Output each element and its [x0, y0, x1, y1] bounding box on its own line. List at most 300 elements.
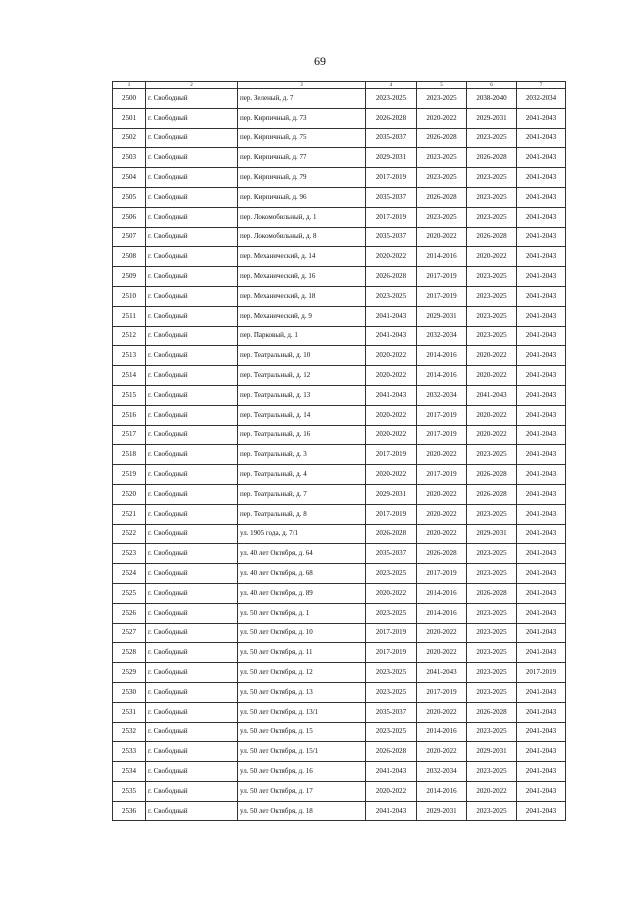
period-cell: 2041-2043 [517, 742, 566, 762]
address-cell: пер. Кирпичный, д. 75 [238, 128, 366, 148]
row-number-cell: 2530 [113, 682, 146, 702]
period-cell: 2026-2028 [417, 187, 467, 207]
address-cell: ул. 1905 года, д. 7/1 [238, 524, 366, 544]
table-row [113, 801, 566, 821]
period-cell: 2014-2016 [417, 247, 467, 267]
column-number: 5 [417, 82, 467, 89]
row-number-cell: 2503 [113, 148, 146, 168]
period-cell: 2017-2019 [417, 405, 467, 425]
period-cell: 2032-2034 [417, 326, 467, 346]
period-cell: 2041-2043 [467, 385, 517, 405]
address-cell: пер. Зеленый, д. 7 [238, 89, 366, 109]
city-cell: г. Свободный [146, 702, 238, 722]
period-cell: 2029-2031 [467, 524, 517, 544]
table-row [113, 702, 566, 722]
repair-schedule-table [112, 81, 566, 821]
period-cell: 2023-2025 [467, 267, 517, 287]
period-cell: 2041-2043 [417, 663, 467, 683]
address-cell: ул. 50 лет Октября, д. 15 [238, 722, 366, 742]
period-cell: 2017-2019 [417, 425, 467, 445]
period-cell: 2041-2043 [517, 465, 566, 485]
row-number-cell: 2532 [113, 722, 146, 742]
period-cell: 2041-2043 [517, 108, 566, 128]
table-row [113, 722, 566, 742]
period-cell: 2020-2022 [467, 405, 517, 425]
period-cell: 2041-2043 [366, 762, 417, 782]
address-cell: ул. 50 лет Октября, д. 18 [238, 801, 366, 821]
period-cell: 2041-2043 [517, 544, 566, 564]
period-cell: 2041-2043 [366, 385, 417, 405]
period-cell: 2017-2019 [366, 623, 417, 643]
column-number: 7 [517, 82, 566, 89]
city-cell: г. Свободный [146, 168, 238, 188]
address-cell: пер. Кирпичный, д. 77 [238, 148, 366, 168]
city-cell: г. Свободный [146, 187, 238, 207]
period-cell: 2023-2025 [467, 623, 517, 643]
city-cell: г. Свободный [146, 267, 238, 287]
column-number: 2 [146, 82, 238, 89]
period-cell: 2041-2043 [517, 762, 566, 782]
table-row [113, 108, 566, 128]
period-cell: 2023-2025 [467, 564, 517, 584]
period-cell: 2017-2019 [366, 207, 417, 227]
period-cell: 2035-2037 [366, 187, 417, 207]
period-cell: 2032-2034 [417, 762, 467, 782]
period-cell: 2029-2031 [366, 484, 417, 504]
city-cell: г. Свободный [146, 465, 238, 485]
period-cell: 2017-2019 [417, 564, 467, 584]
address-cell: пер. Театральный, д. 12 [238, 366, 366, 386]
table-row [113, 89, 566, 109]
period-cell: 2041-2043 [366, 801, 417, 821]
city-cell: г. Свободный [146, 722, 238, 742]
period-cell: 2023-2025 [467, 326, 517, 346]
period-cell: 2026-2028 [467, 583, 517, 603]
address-cell: пер. Механический, д. 16 [238, 267, 366, 287]
address-cell: пер. Кирпичный, д. 73 [238, 108, 366, 128]
period-cell: 2041-2043 [517, 187, 566, 207]
period-cell: 2026-2028 [467, 465, 517, 485]
period-cell: 2023-2025 [467, 504, 517, 524]
row-number-cell: 2508 [113, 247, 146, 267]
city-cell: г. Свободный [146, 801, 238, 821]
address-cell: пер. Театральный, д. 7 [238, 484, 366, 504]
address-cell: ул. 50 лет Октября, д. 10 [238, 623, 366, 643]
period-cell: 2017-2019 [366, 168, 417, 188]
city-cell: г. Свободный [146, 385, 238, 405]
city-cell: г. Свободный [146, 405, 238, 425]
address-cell: ул. 40 лет Октября, д. 89 [238, 583, 366, 603]
period-cell: 2023-2025 [467, 207, 517, 227]
period-cell: 2023-2025 [467, 445, 517, 465]
column-number: 4 [366, 82, 417, 89]
period-cell: 2020-2022 [467, 781, 517, 801]
row-number-cell: 2529 [113, 663, 146, 683]
table-row [113, 148, 566, 168]
row-number-cell: 2533 [113, 742, 146, 762]
city-cell: г. Свободный [146, 762, 238, 782]
table-row [113, 445, 566, 465]
period-cell: 2014-2016 [417, 583, 467, 603]
period-cell: 2029-2031 [417, 801, 467, 821]
address-cell: пер. Театральный, д. 10 [238, 346, 366, 366]
period-cell: 2041-2043 [517, 504, 566, 524]
city-cell: г. Свободный [146, 583, 238, 603]
period-cell: 2026-2028 [467, 148, 517, 168]
row-number-cell: 2511 [113, 306, 146, 326]
period-cell: 2023-2025 [467, 722, 517, 742]
table-row [113, 405, 566, 425]
period-cell: 2041-2043 [517, 168, 566, 188]
period-cell: 2023-2025 [467, 603, 517, 623]
period-cell: 2023-2025 [417, 168, 467, 188]
period-cell: 2035-2037 [366, 128, 417, 148]
period-cell: 2020-2022 [467, 346, 517, 366]
period-cell: 2026-2028 [467, 484, 517, 504]
address-cell: ул. 50 лет Октября, д. 15/1 [238, 742, 366, 762]
period-cell: 2026-2028 [417, 128, 467, 148]
period-cell: 2041-2043 [517, 405, 566, 425]
period-cell: 2020-2022 [366, 405, 417, 425]
period-cell: 2020-2022 [366, 346, 417, 366]
period-cell: 2023-2025 [366, 564, 417, 584]
row-number-cell: 2528 [113, 643, 146, 663]
period-cell: 2041-2043 [517, 148, 566, 168]
city-cell: г. Свободный [146, 603, 238, 623]
address-cell: пер. Театральный, д. 3 [238, 445, 366, 465]
period-cell: 2041-2043 [517, 286, 566, 306]
address-cell: пер. Театральный, д. 13 [238, 385, 366, 405]
period-cell: 2020-2022 [366, 366, 417, 386]
row-number-cell: 2504 [113, 168, 146, 188]
period-cell: 2017-2019 [417, 682, 467, 702]
period-cell: 2017-2019 [366, 445, 417, 465]
table-row [113, 366, 566, 386]
row-number-cell: 2519 [113, 465, 146, 485]
period-cell: 2020-2022 [417, 643, 467, 663]
table-row [113, 207, 566, 227]
address-cell: пер. Кирпичный, д. 79 [238, 168, 366, 188]
period-cell: 2017-2019 [417, 465, 467, 485]
period-cell: 2020-2022 [417, 742, 467, 762]
period-cell: 2041-2043 [517, 247, 566, 267]
city-cell: г. Свободный [146, 524, 238, 544]
period-cell: 2023-2025 [417, 89, 467, 109]
table-row [113, 564, 566, 584]
period-cell: 2035-2037 [366, 544, 417, 564]
city-cell: г. Свободный [146, 564, 238, 584]
period-cell: 2041-2043 [517, 207, 566, 227]
row-number-cell: 2527 [113, 623, 146, 643]
period-cell: 2041-2043 [517, 306, 566, 326]
row-number-cell: 2522 [113, 524, 146, 544]
period-cell: 2023-2025 [467, 762, 517, 782]
period-cell: 2041-2043 [517, 267, 566, 287]
address-cell: ул. 50 лет Октября, д. 13/1 [238, 702, 366, 722]
row-number-cell: 2515 [113, 385, 146, 405]
period-cell: 2029-2031 [417, 306, 467, 326]
period-cell: 2017-2019 [366, 643, 417, 663]
address-cell: пер. Механический, д. 18 [238, 286, 366, 306]
period-cell: 2026-2028 [366, 524, 417, 544]
address-cell: ул. 40 лет Октября, д. 64 [238, 544, 366, 564]
period-cell: 2041-2043 [517, 643, 566, 663]
period-cell: 2041-2043 [517, 524, 566, 544]
table-row [113, 682, 566, 702]
period-cell: 2041-2043 [517, 227, 566, 247]
row-number-cell: 2505 [113, 187, 146, 207]
row-number-cell: 2513 [113, 346, 146, 366]
period-cell: 2023-2025 [366, 663, 417, 683]
period-cell: 2026-2028 [467, 702, 517, 722]
city-cell: г. Свободный [146, 484, 238, 504]
table-row [113, 168, 566, 188]
row-number-cell: 2509 [113, 267, 146, 287]
row-number-cell: 2502 [113, 128, 146, 148]
table-row [113, 663, 566, 683]
period-cell: 2020-2022 [366, 425, 417, 445]
period-cell: 2020-2022 [417, 108, 467, 128]
city-cell: г. Свободный [146, 306, 238, 326]
period-cell: 2041-2043 [517, 682, 566, 702]
period-cell: 2014-2016 [417, 603, 467, 623]
city-cell: г. Свободный [146, 663, 238, 683]
address-cell: пер. Локомобильный, д. 1 [238, 207, 366, 227]
period-cell: 2041-2043 [517, 722, 566, 742]
period-cell: 2023-2025 [417, 207, 467, 227]
period-cell: 2041-2043 [517, 781, 566, 801]
period-cell: 2029-2031 [467, 742, 517, 762]
table-row [113, 326, 566, 346]
period-cell: 2026-2028 [366, 742, 417, 762]
period-cell: 2014-2016 [417, 781, 467, 801]
row-number-cell: 2506 [113, 207, 146, 227]
period-cell: 2023-2025 [366, 682, 417, 702]
address-cell: ул. 40 лет Октября, д. 68 [238, 564, 366, 584]
period-cell: 2026-2028 [366, 108, 417, 128]
period-cell: 2023-2025 [467, 544, 517, 564]
table-row [113, 346, 566, 366]
period-cell: 2020-2022 [467, 425, 517, 445]
row-number-cell: 2525 [113, 583, 146, 603]
city-cell: г. Свободный [146, 227, 238, 247]
table-row [113, 227, 566, 247]
address-cell: пер. Механический, д. 14 [238, 247, 366, 267]
period-cell: 2023-2025 [467, 682, 517, 702]
period-cell: 2023-2025 [467, 663, 517, 683]
period-cell: 2041-2043 [517, 583, 566, 603]
period-cell: 2041-2043 [517, 425, 566, 445]
row-number-cell: 2507 [113, 227, 146, 247]
city-cell: г. Свободный [146, 346, 238, 366]
period-cell: 2026-2028 [467, 227, 517, 247]
address-cell: ул. 50 лет Октября, д. 11 [238, 643, 366, 663]
row-number-cell: 2514 [113, 366, 146, 386]
period-cell: 2041-2043 [517, 484, 566, 504]
city-cell: г. Свободный [146, 781, 238, 801]
period-cell: 2023-2025 [467, 187, 517, 207]
row-number-cell: 2516 [113, 405, 146, 425]
period-cell: 2023-2025 [366, 286, 417, 306]
address-cell: ул. 50 лет Октября, д. 17 [238, 781, 366, 801]
address-cell: ул. 50 лет Октября, д. 12 [238, 663, 366, 683]
row-number-cell: 2531 [113, 702, 146, 722]
period-cell: 2026-2028 [366, 267, 417, 287]
period-cell: 2041-2043 [517, 445, 566, 465]
period-cell: 2017-2019 [417, 267, 467, 287]
period-cell: 2041-2043 [366, 306, 417, 326]
period-cell: 2041-2043 [517, 603, 566, 623]
table-row [113, 484, 566, 504]
address-cell: пер. Театральный, д. 16 [238, 425, 366, 445]
table-row [113, 187, 566, 207]
city-cell: г. Свободный [146, 682, 238, 702]
period-cell: 2014-2016 [417, 346, 467, 366]
row-number-cell: 2534 [113, 762, 146, 782]
row-number-cell: 2518 [113, 445, 146, 465]
period-cell: 2041-2043 [517, 128, 566, 148]
period-cell: 2020-2022 [417, 702, 467, 722]
city-cell: г. Свободный [146, 108, 238, 128]
city-cell: г. Свободный [146, 504, 238, 524]
period-cell: 2020-2022 [417, 623, 467, 643]
row-number-cell: 2521 [113, 504, 146, 524]
table-row [113, 425, 566, 445]
address-cell: пер. Локомобильный, д. 8 [238, 227, 366, 247]
row-number-cell: 2500 [113, 89, 146, 109]
address-cell: пер. Театральный, д. 4 [238, 465, 366, 485]
period-cell: 2017-2019 [417, 286, 467, 306]
period-cell: 2023-2025 [467, 643, 517, 663]
period-cell: 2017-2019 [366, 504, 417, 524]
period-cell: 2020-2022 [417, 227, 467, 247]
address-cell: ул. 50 лет Октября, д. 13 [238, 682, 366, 702]
address-cell: пер. Парковый, д. 1 [238, 326, 366, 346]
row-number-cell: 2526 [113, 603, 146, 623]
period-cell: 2023-2025 [467, 128, 517, 148]
period-cell: 2041-2043 [517, 346, 566, 366]
period-cell: 2020-2022 [366, 465, 417, 485]
period-cell: 2023-2025 [366, 89, 417, 109]
row-number-cell: 2535 [113, 781, 146, 801]
period-cell: 2023-2025 [467, 168, 517, 188]
address-cell: пер. Механический, д. 9 [238, 306, 366, 326]
column-number: 3 [238, 82, 366, 89]
period-cell: 2023-2025 [366, 603, 417, 623]
city-cell: г. Свободный [146, 128, 238, 148]
address-cell: ул. 50 лет Октября, д. 1 [238, 603, 366, 623]
period-cell: 2020-2022 [417, 484, 467, 504]
city-cell: г. Свободный [146, 148, 238, 168]
row-number-cell: 2523 [113, 544, 146, 564]
period-cell: 2041-2043 [517, 385, 566, 405]
city-cell: г. Свободный [146, 742, 238, 762]
column-number: 1 [113, 82, 146, 89]
row-number-cell: 2524 [113, 564, 146, 584]
table-row [113, 306, 566, 326]
address-cell: ул. 50 лет Октября, д. 16 [238, 762, 366, 782]
city-cell: г. Свободный [146, 326, 238, 346]
period-cell: 2020-2022 [417, 504, 467, 524]
period-cell: 2020-2022 [366, 583, 417, 603]
table-row [113, 603, 566, 623]
period-cell: 2035-2037 [366, 702, 417, 722]
table-row [113, 504, 566, 524]
period-cell: 2035-2037 [366, 227, 417, 247]
row-number-cell: 2512 [113, 326, 146, 346]
column-number-row [113, 82, 566, 89]
period-cell: 2020-2022 [417, 524, 467, 544]
period-cell: 2032-2034 [517, 89, 566, 109]
table-row [113, 762, 566, 782]
page-number: 69 [314, 54, 326, 68]
table-row [113, 267, 566, 287]
period-cell: 2020-2022 [366, 247, 417, 267]
period-cell: 2023-2025 [467, 286, 517, 306]
period-cell: 2014-2016 [417, 366, 467, 386]
address-cell: пер. Кирпичный, д. 96 [238, 187, 366, 207]
row-number-cell: 2510 [113, 286, 146, 306]
table-row [113, 623, 566, 643]
period-cell: 2041-2043 [517, 326, 566, 346]
period-cell: 2041-2043 [517, 366, 566, 386]
period-cell: 2041-2043 [517, 801, 566, 821]
table-row [113, 286, 566, 306]
table-row [113, 465, 566, 485]
city-cell: г. Свободный [146, 247, 238, 267]
period-cell: 2041-2043 [517, 623, 566, 643]
table-row [113, 128, 566, 148]
city-cell: г. Свободный [146, 445, 238, 465]
period-cell: 2014-2016 [417, 722, 467, 742]
row-number-cell: 2520 [113, 484, 146, 504]
city-cell: г. Свободный [146, 544, 238, 564]
period-cell: 2020-2022 [417, 445, 467, 465]
row-number-cell: 2536 [113, 801, 146, 821]
city-cell: г. Свободный [146, 643, 238, 663]
period-cell: 2029-2031 [366, 148, 417, 168]
column-number: 6 [467, 82, 517, 89]
city-cell: г. Свободный [146, 366, 238, 386]
period-cell: 2041-2043 [366, 326, 417, 346]
period-cell: 2041-2043 [517, 564, 566, 584]
table-row [113, 524, 566, 544]
period-cell: 2017-2019 [517, 663, 566, 683]
city-cell: г. Свободный [146, 286, 238, 306]
period-cell: 2026-2028 [417, 544, 467, 564]
period-cell: 2023-2025 [417, 148, 467, 168]
table-row [113, 544, 566, 564]
table-row [113, 385, 566, 405]
table-row [113, 583, 566, 603]
address-cell: пер. Театральный, д. 14 [238, 405, 366, 425]
period-cell: 2023-2025 [467, 306, 517, 326]
table-row [113, 247, 566, 267]
row-number-cell: 2517 [113, 425, 146, 445]
period-cell: 2038-2040 [467, 89, 517, 109]
city-cell: г. Свободный [146, 89, 238, 109]
city-cell: г. Свободный [146, 207, 238, 227]
period-cell: 2020-2022 [366, 781, 417, 801]
period-cell: 2020-2022 [467, 366, 517, 386]
table-body [113, 82, 566, 821]
city-cell: г. Свободный [146, 623, 238, 643]
period-cell: 2041-2043 [517, 702, 566, 722]
period-cell: 2032-2034 [417, 385, 467, 405]
address-cell: пер. Театральный, д. 8 [238, 504, 366, 524]
period-cell: 2023-2025 [366, 722, 417, 742]
period-cell: 2020-2022 [467, 247, 517, 267]
